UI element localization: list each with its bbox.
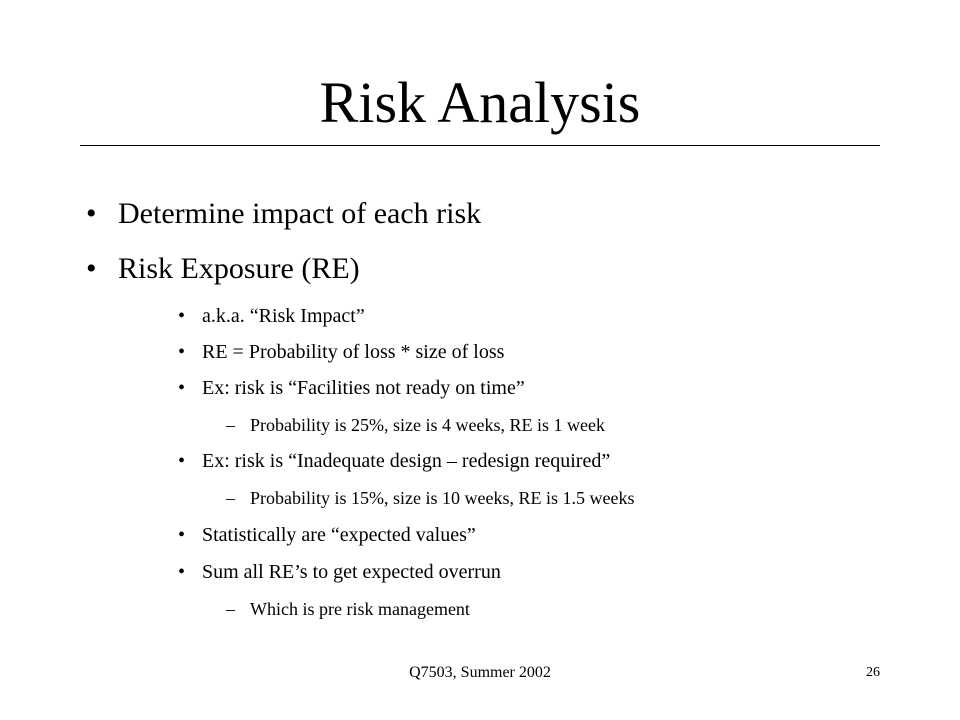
bullet-text: Ex: risk is “Inadequate design – redesign required” — [202, 450, 611, 472]
bullet-text: Sum all RE’s to get expected overrun — [202, 561, 501, 583]
title-divider — [80, 145, 880, 146]
bullet-text: Risk Exposure (RE) — [118, 252, 360, 285]
bullet-marker: • — [178, 450, 186, 472]
bullet-text: Which is pre risk management — [250, 599, 470, 619]
bullet-marker: • — [178, 305, 186, 327]
bullet-marker: • — [178, 377, 186, 399]
bullet-text: RE = Probability of loss * size of loss — [202, 341, 505, 363]
bullet-text: Determine impact of each risk — [118, 197, 482, 230]
bullet-marker: • — [178, 561, 186, 583]
bullet-marker: • — [86, 197, 97, 230]
dash-marker: – — [226, 415, 235, 435]
bullet-marker: • — [178, 341, 186, 363]
bullet-marker: • — [178, 524, 186, 546]
slide-footer: Q7503, Summer 2002 — [409, 664, 551, 681]
dash-marker: – — [226, 488, 235, 508]
bullet-text: Probability is 15%, size is 10 weeks, RE is 1.5 weeks — [250, 488, 635, 508]
bullet-text: Probability is 25%, size is 4 weeks, RE is 1 week — [250, 415, 605, 435]
bullet-text: Statistically are “expected values” — [202, 524, 476, 546]
bullet-text: a.k.a. “Risk Impact” — [202, 305, 365, 327]
dash-marker: – — [226, 599, 235, 619]
page-number: 26 — [866, 665, 880, 680]
bullet-marker: • — [86, 252, 97, 285]
bullet-text: Ex: risk is “Facilities not ready on time” — [202, 377, 525, 399]
slide-title: Risk Analysis — [319, 70, 641, 135]
